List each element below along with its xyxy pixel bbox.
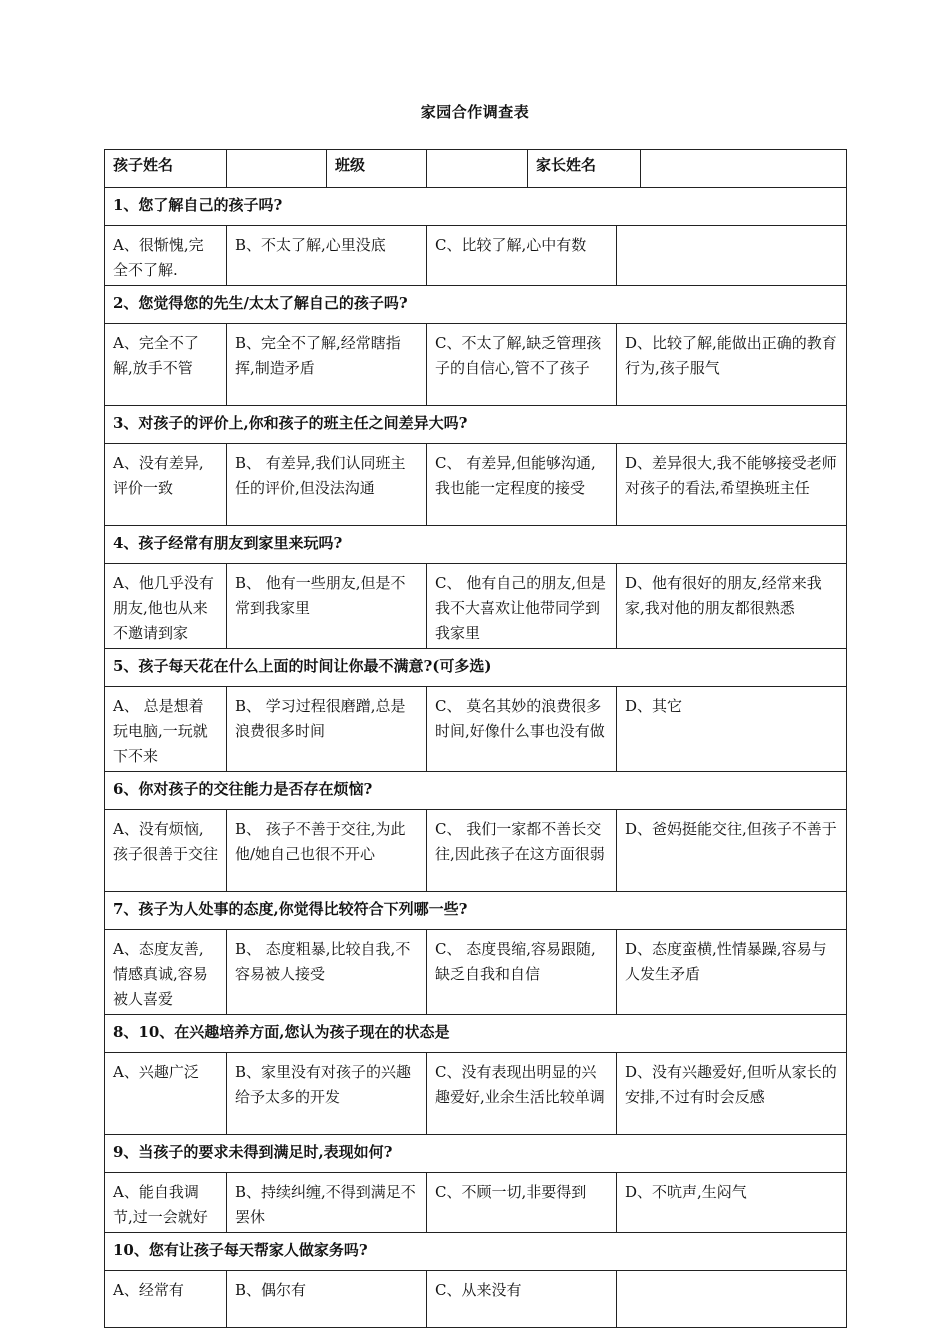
info-row bbox=[105, 150, 847, 188]
option-10-c[interactable]: C、从来没有 bbox=[427, 1271, 617, 1328]
option-6-d[interactable]: D、爸妈挺能交往,但孩子不善于 bbox=[617, 810, 847, 892]
class-label: 班级 bbox=[327, 150, 427, 188]
class-field[interactable] bbox=[427, 150, 528, 188]
option-4-b[interactable]: B、 他有一些朋友,但是不常到我家里 bbox=[227, 564, 427, 649]
option-9-d[interactable]: D、不吭声,生闷气 bbox=[617, 1173, 847, 1233]
child-name-field[interactable] bbox=[227, 150, 327, 188]
option-2-a[interactable]: A、完全不了解,放手不管 bbox=[105, 324, 227, 406]
option-2-b[interactable]: B、完全不了解,经常瞎指挥,制造矛盾 bbox=[227, 324, 427, 406]
option-1-a[interactable]: A、很惭愧,完全不了解. bbox=[105, 226, 227, 286]
options-row-9 bbox=[105, 1173, 847, 1233]
question-6: 6、你对孩子的交往能力是否存在烦恼? bbox=[105, 772, 847, 810]
question-2: 2、您觉得您的先生/太太了解自己的孩子吗? bbox=[105, 286, 847, 324]
option-8-b[interactable]: B、家里没有对孩子的兴趣给予太多的开发 bbox=[227, 1053, 427, 1135]
options-row-5 bbox=[105, 687, 847, 772]
option-8-a[interactable]: A、兴趣广泛 bbox=[105, 1053, 227, 1135]
option-6-a[interactable]: A、没有烦恼,孩子很善于交往 bbox=[105, 810, 227, 892]
option-8-c[interactable]: C、没有表现出明显的兴趣爱好,业余生活比较单调 bbox=[427, 1053, 617, 1135]
option-5-d[interactable]: D、其它 bbox=[617, 687, 847, 772]
option-3-a[interactable]: A、没有差异,评价一致 bbox=[105, 444, 227, 526]
option-10-d[interactable] bbox=[617, 1271, 847, 1328]
option-1-c[interactable]: C、比较了解,心中有数 bbox=[427, 226, 617, 286]
survey-table bbox=[104, 149, 847, 1328]
options-row-10 bbox=[105, 1271, 847, 1328]
question-9: 9、当孩子的要求未得到满足时,表现如何? bbox=[105, 1135, 847, 1173]
option-3-c[interactable]: C、 有差异,但能够沟通,我也能一定程度的接受 bbox=[427, 444, 617, 526]
options-row-6 bbox=[105, 810, 847, 892]
option-7-d[interactable]: D、态度蛮横,性情暴躁,容易与人发生矛盾 bbox=[617, 930, 847, 1015]
option-7-c[interactable]: C、 态度畏缩,容易跟随,缺乏自我和自信 bbox=[427, 930, 617, 1015]
options-row-3 bbox=[105, 444, 847, 526]
option-6-c[interactable]: C、 我们一家都不善长交往,因此孩子在这方面很弱 bbox=[427, 810, 617, 892]
option-4-c[interactable]: C、 他有自己的朋友,但是我不大喜欢让他带同学到我家里 bbox=[427, 564, 617, 649]
option-2-d[interactable]: D、比较了解,能做出正确的教育行为,孩子服气 bbox=[617, 324, 847, 406]
option-4-d[interactable]: D、他有很好的朋友,经常来我家,我对他的朋友都很熟悉 bbox=[617, 564, 847, 649]
question-4: 4、孩子经常有朋友到家里来玩吗? bbox=[105, 526, 847, 564]
option-1-d[interactable] bbox=[617, 226, 847, 286]
option-5-b[interactable]: B、 学习过程很磨蹭,总是浪费很多时间 bbox=[227, 687, 427, 772]
option-3-b[interactable]: B、 有差异,我们认同班主任的评价,但没法沟通 bbox=[227, 444, 427, 526]
options-row-4 bbox=[105, 564, 847, 649]
option-10-b[interactable]: B、偶尔有 bbox=[227, 1271, 427, 1328]
question-7: 7、孩子为人处事的态度,你觉得比较符合下列哪一些? bbox=[105, 892, 847, 930]
question-8: 8、10、在兴趣培养方面,您认为孩子现在的状态是 bbox=[105, 1015, 847, 1053]
option-3-d[interactable]: D、差异很大,我不能够接受老师对孩子的看法,希望换班主任 bbox=[617, 444, 847, 526]
option-7-b[interactable]: B、 态度粗暴,比较自我,不容易被人接受 bbox=[227, 930, 427, 1015]
question-5: 5、孩子每天花在什么上面的时间让你最不满意?(可多选) bbox=[105, 649, 847, 687]
question-10: 10、您有让孩子每天帮家人做家务吗? bbox=[105, 1233, 847, 1271]
option-1-b[interactable]: B、不太了解,心里没底 bbox=[227, 226, 427, 286]
option-6-b[interactable]: B、 孩子不善于交往,为此他/她自己也很不开心 bbox=[227, 810, 427, 892]
options-row-2 bbox=[105, 324, 847, 406]
parent-name-field[interactable] bbox=[641, 150, 847, 188]
option-10-a[interactable]: A、经常有 bbox=[105, 1271, 227, 1328]
document-title: 家园合作调查表 bbox=[420, 103, 530, 121]
options-row-1 bbox=[105, 226, 847, 286]
option-4-a[interactable]: A、他几乎没有朋友,他也从来不邀请到家 bbox=[105, 564, 227, 649]
option-9-b[interactable]: B、持续纠缠,不得到满足不罢休 bbox=[227, 1173, 427, 1233]
option-8-d[interactable]: D、没有兴趣爱好,但听从家长的安排,不过有时会反感 bbox=[617, 1053, 847, 1135]
options-row-8 bbox=[105, 1053, 847, 1135]
option-5-a[interactable]: A、 总是想着玩电脑,一玩就下不来 bbox=[105, 687, 227, 772]
option-9-c[interactable]: C、不顾一切,非要得到 bbox=[427, 1173, 617, 1233]
option-2-c[interactable]: C、不太了解,缺乏管理孩子的自信心,管不了孩子 bbox=[427, 324, 617, 406]
option-5-c[interactable]: C、 莫名其妙的浪费很多时间,好像什么事也没有做 bbox=[427, 687, 617, 772]
options-row-7 bbox=[105, 930, 847, 1015]
question-3: 3、对孩子的评价上,你和孩子的班主任之间差异大吗? bbox=[105, 406, 847, 444]
option-9-a[interactable]: A、能自我调节,过一会就好 bbox=[105, 1173, 227, 1233]
child-name-label: 孩子姓名 bbox=[105, 150, 227, 188]
parent-name-label: 家长姓名 bbox=[528, 150, 641, 188]
question-1: 1、您了解自己的孩子吗? bbox=[105, 188, 847, 226]
option-7-a[interactable]: A、态度友善,情感真诚,容易被人喜爱 bbox=[105, 930, 227, 1015]
